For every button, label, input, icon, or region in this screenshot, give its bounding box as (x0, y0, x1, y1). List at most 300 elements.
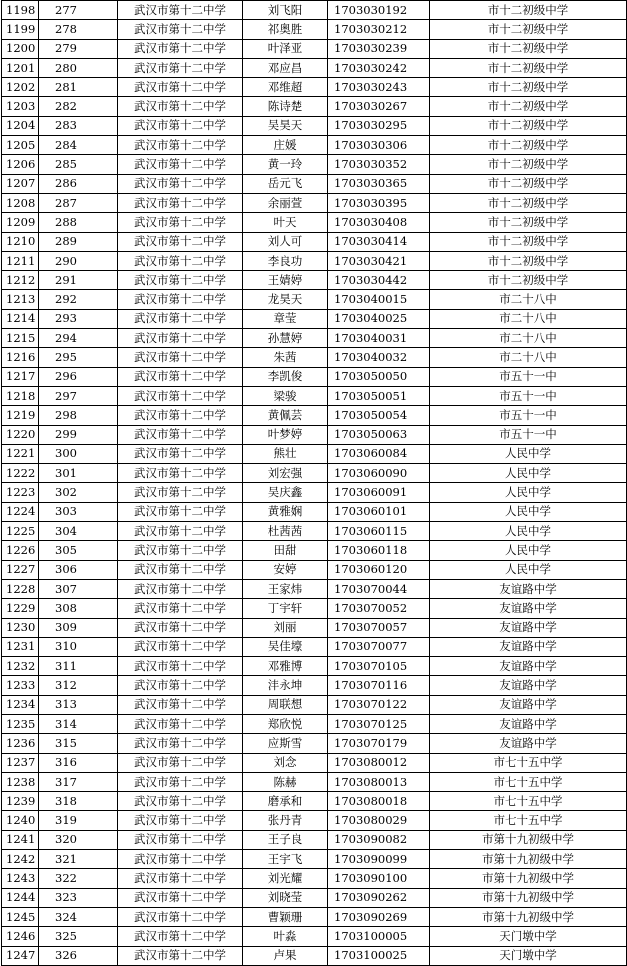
student-id-cell: 1703100005 (328, 927, 430, 946)
admitting-school-cell: 武汉市第十二中学 (118, 174, 243, 193)
origin-school-cell: 市十二初级中学 (430, 136, 627, 155)
admitting-school-cell: 武汉市第十二中学 (118, 348, 243, 367)
admitting-school-cell: 武汉市第十二中学 (118, 464, 243, 483)
origin-school-cell: 市二十八中 (430, 290, 627, 309)
serial-number-cell: 1244 (2, 888, 39, 907)
admitting-school-cell: 武汉市第十二中学 (118, 695, 243, 714)
serial-number-cell: 1222 (2, 464, 39, 483)
index-cell: 316 (39, 753, 118, 772)
origin-school-cell: 市十二初级中学 (430, 39, 627, 58)
index-cell: 297 (39, 386, 118, 405)
origin-school-cell: 市五十一中 (430, 425, 627, 444)
table-row (2, 58, 627, 77)
student-id-cell: 1703060084 (328, 444, 430, 463)
student-id-cell: 1703080012 (328, 753, 430, 772)
student-id-cell: 1703090082 (328, 830, 430, 849)
origin-school-cell: 市七十五中学 (430, 811, 627, 830)
table-row (2, 502, 627, 521)
serial-number-cell: 1205 (2, 136, 39, 155)
admitting-school-cell: 武汉市第十二中学 (118, 425, 243, 444)
serial-number-cell: 1213 (2, 290, 39, 309)
admitting-school-cell: 武汉市第十二中学 (118, 136, 243, 155)
table-row (2, 695, 627, 714)
index-cell: 305 (39, 541, 118, 560)
student-name-cell: 黄一玲 (243, 155, 328, 174)
student-name-cell: 叶淼 (243, 927, 328, 946)
index-cell: 306 (39, 560, 118, 579)
table-row (2, 657, 627, 676)
index-cell: 323 (39, 888, 118, 907)
admitting-school-cell: 武汉市第十二中学 (118, 657, 243, 676)
student-name-cell: 刘宏强 (243, 464, 328, 483)
origin-school-cell: 市第十九初级中学 (430, 830, 627, 849)
student-name-cell: 邓应昌 (243, 58, 328, 77)
origin-school-cell: 市十二初级中学 (430, 20, 627, 39)
student-id-cell: 1703090099 (328, 850, 430, 869)
index-cell: 307 (39, 579, 118, 598)
origin-school-cell: 友谊路中学 (430, 579, 627, 598)
serial-number-cell: 1243 (2, 869, 39, 888)
admitting-school-cell: 武汉市第十二中学 (118, 20, 243, 39)
admitting-school-cell: 武汉市第十二中学 (118, 946, 243, 965)
admitting-school-cell: 武汉市第十二中学 (118, 792, 243, 811)
index-cell: 280 (39, 58, 118, 77)
serial-number-cell: 1231 (2, 637, 39, 656)
index-cell: 310 (39, 637, 118, 656)
student-name-cell: 磨承和 (243, 792, 328, 811)
serial-number-cell: 1211 (2, 251, 39, 270)
table-row (2, 290, 627, 309)
table-row (2, 271, 627, 290)
table-row (2, 78, 627, 97)
table-row (2, 907, 627, 926)
origin-school-cell: 友谊路中学 (430, 657, 627, 676)
index-cell: 278 (39, 20, 118, 39)
origin-school-cell: 市七十五中学 (430, 792, 627, 811)
serial-number-cell: 1229 (2, 599, 39, 618)
admitting-school-cell: 武汉市第十二中学 (118, 406, 243, 425)
student-id-cell: 1703030192 (328, 1, 430, 20)
origin-school-cell: 人民中学 (430, 464, 627, 483)
origin-school-cell: 市七十五中学 (430, 753, 627, 772)
origin-school-cell: 市五十一中 (430, 406, 627, 425)
index-cell: 326 (39, 946, 118, 965)
origin-school-cell: 友谊路中学 (430, 637, 627, 656)
origin-school-cell: 人民中学 (430, 541, 627, 560)
student-name-cell: 刘念 (243, 753, 328, 772)
table-row (2, 560, 627, 579)
table-row (2, 213, 627, 232)
student-id-cell: 1703090100 (328, 869, 430, 888)
admitting-school-cell: 武汉市第十二中学 (118, 367, 243, 386)
student-name-cell: 李良功 (243, 251, 328, 270)
student-name-cell: 梁骏 (243, 386, 328, 405)
table-row (2, 155, 627, 174)
index-cell: 318 (39, 792, 118, 811)
index-cell: 315 (39, 734, 118, 753)
student-name-cell: 陈诗楚 (243, 97, 328, 116)
admitting-school-cell: 武汉市第十二中学 (118, 850, 243, 869)
serial-number-cell: 1210 (2, 232, 39, 251)
student-id-cell: 1703030243 (328, 78, 430, 97)
admitting-school-cell: 武汉市第十二中学 (118, 155, 243, 174)
student-name-cell: 王子良 (243, 830, 328, 849)
admitting-school-cell: 武汉市第十二中学 (118, 734, 243, 753)
index-cell: 317 (39, 772, 118, 791)
student-name-cell: 吴佳壕 (243, 637, 328, 656)
student-id-cell: 1703040031 (328, 329, 430, 348)
student-list-table (1, 0, 627, 966)
serial-number-cell: 1199 (2, 20, 39, 39)
admitting-school-cell: 武汉市第十二中学 (118, 907, 243, 926)
student-name-cell: 张丹青 (243, 811, 328, 830)
table-body (2, 1, 627, 966)
student-id-cell: 1703060091 (328, 483, 430, 502)
student-id-cell: 1703050051 (328, 386, 430, 405)
origin-school-cell: 市十二初级中学 (430, 271, 627, 290)
serial-number-cell: 1241 (2, 830, 39, 849)
table-row (2, 174, 627, 193)
serial-number-cell: 1198 (2, 1, 39, 20)
admitting-school-cell: 武汉市第十二中学 (118, 676, 243, 695)
serial-number-cell: 1216 (2, 348, 39, 367)
admitting-school-cell: 武汉市第十二中学 (118, 599, 243, 618)
serial-number-cell: 1234 (2, 695, 39, 714)
index-cell: 324 (39, 907, 118, 926)
index-cell: 286 (39, 174, 118, 193)
admitting-school-cell: 武汉市第十二中学 (118, 1, 243, 20)
serial-number-cell: 1236 (2, 734, 39, 753)
index-cell: 281 (39, 78, 118, 97)
origin-school-cell: 人民中学 (430, 502, 627, 521)
student-name-cell: 刘人可 (243, 232, 328, 251)
table-row (2, 329, 627, 348)
table-row (2, 251, 627, 270)
student-name-cell: 曹颖珊 (243, 907, 328, 926)
student-name-cell: 黄雅娴 (243, 502, 328, 521)
student-id-cell: 1703030395 (328, 193, 430, 212)
table-row (2, 676, 627, 695)
index-cell: 277 (39, 1, 118, 20)
index-cell: 303 (39, 502, 118, 521)
student-id-cell: 1703030408 (328, 213, 430, 232)
origin-school-cell: 人民中学 (430, 560, 627, 579)
table-row (2, 522, 627, 541)
table-row (2, 1, 627, 20)
table-row (2, 232, 627, 251)
serial-number-cell: 1207 (2, 174, 39, 193)
table-row (2, 116, 627, 135)
serial-number-cell: 1247 (2, 946, 39, 965)
student-name-cell: 余丽萱 (243, 193, 328, 212)
student-name-cell: 邓雅博 (243, 657, 328, 676)
origin-school-cell: 人民中学 (430, 522, 627, 541)
student-name-cell: 刘丽 (243, 618, 328, 637)
student-id-cell: 1703030212 (328, 20, 430, 39)
index-cell: 285 (39, 155, 118, 174)
serial-number-cell: 1214 (2, 309, 39, 328)
admitting-school-cell: 武汉市第十二中学 (118, 811, 243, 830)
serial-number-cell: 1224 (2, 502, 39, 521)
serial-number-cell: 1209 (2, 213, 39, 232)
serial-number-cell: 1233 (2, 676, 39, 695)
student-id-cell: 1703050050 (328, 367, 430, 386)
serial-number-cell: 1208 (2, 193, 39, 212)
index-cell: 284 (39, 136, 118, 155)
index-cell: 320 (39, 830, 118, 849)
origin-school-cell: 市十二初级中学 (430, 251, 627, 270)
origin-school-cell: 市第十九初级中学 (430, 850, 627, 869)
serial-number-cell: 1221 (2, 444, 39, 463)
student-name-cell: 龙昊天 (243, 290, 328, 309)
student-id-cell: 1703050054 (328, 406, 430, 425)
student-name-cell: 王宇飞 (243, 850, 328, 869)
table-row (2, 97, 627, 116)
table-row (2, 386, 627, 405)
student-id-cell: 1703030267 (328, 97, 430, 116)
index-cell: 325 (39, 927, 118, 946)
origin-school-cell: 市第十九初级中学 (430, 869, 627, 888)
student-name-cell: 周联想 (243, 695, 328, 714)
student-id-cell: 1703060115 (328, 522, 430, 541)
student-id-cell: 1703060120 (328, 560, 430, 579)
table-row (2, 348, 627, 367)
table-row (2, 367, 627, 386)
admitting-school-cell: 武汉市第十二中学 (118, 637, 243, 656)
index-cell: 304 (39, 522, 118, 541)
serial-number-cell: 1230 (2, 618, 39, 637)
index-cell: 298 (39, 406, 118, 425)
student-name-cell: 孙慧婷 (243, 329, 328, 348)
index-cell: 287 (39, 193, 118, 212)
table-row (2, 425, 627, 444)
table-row (2, 541, 627, 560)
index-cell: 312 (39, 676, 118, 695)
serial-number-cell: 1228 (2, 579, 39, 598)
table-row (2, 753, 627, 772)
origin-school-cell: 市十二初级中学 (430, 174, 627, 193)
origin-school-cell: 友谊路中学 (430, 695, 627, 714)
index-cell: 295 (39, 348, 118, 367)
table-row (2, 850, 627, 869)
serial-number-cell: 1218 (2, 386, 39, 405)
serial-number-cell: 1212 (2, 271, 39, 290)
table-row (2, 734, 627, 753)
student-id-cell: 1703070057 (328, 618, 430, 637)
origin-school-cell: 市二十八中 (430, 329, 627, 348)
student-name-cell: 吴庆鑫 (243, 483, 328, 502)
student-id-cell: 1703070179 (328, 734, 430, 753)
admitting-school-cell: 武汉市第十二中学 (118, 753, 243, 772)
serial-number-cell: 1206 (2, 155, 39, 174)
origin-school-cell: 市十二初级中学 (430, 1, 627, 20)
index-cell: 299 (39, 425, 118, 444)
index-cell: 288 (39, 213, 118, 232)
student-name-cell: 陈赫 (243, 772, 328, 791)
student-name-cell: 王婧婷 (243, 271, 328, 290)
student-name-cell: 田甜 (243, 541, 328, 560)
table-row (2, 309, 627, 328)
serial-number-cell: 1200 (2, 39, 39, 58)
student-id-cell: 1703070044 (328, 579, 430, 598)
admitting-school-cell: 武汉市第十二中学 (118, 560, 243, 579)
table-row (2, 444, 627, 463)
serial-number-cell: 1245 (2, 907, 39, 926)
serial-number-cell: 1242 (2, 850, 39, 869)
student-name-cell: 卢果 (243, 946, 328, 965)
origin-school-cell: 市十二初级中学 (430, 232, 627, 251)
origin-school-cell: 天门墩中学 (430, 927, 627, 946)
index-cell: 322 (39, 869, 118, 888)
table-row (2, 618, 627, 637)
student-id-cell: 1703080018 (328, 792, 430, 811)
table-row (2, 483, 627, 502)
admitting-school-cell: 武汉市第十二中学 (118, 541, 243, 560)
serial-number-cell: 1219 (2, 406, 39, 425)
origin-school-cell: 天门墩中学 (430, 946, 627, 965)
admitting-school-cell: 武汉市第十二中学 (118, 271, 243, 290)
admitting-school-cell: 武汉市第十二中学 (118, 58, 243, 77)
admitting-school-cell: 武汉市第十二中学 (118, 927, 243, 946)
table-row (2, 830, 627, 849)
index-cell: 301 (39, 464, 118, 483)
serial-number-cell: 1204 (2, 116, 39, 135)
serial-number-cell: 1235 (2, 714, 39, 733)
admitting-school-cell: 武汉市第十二中学 (118, 193, 243, 212)
student-id-cell: 1703030421 (328, 251, 430, 270)
student-id-cell: 1703080029 (328, 811, 430, 830)
admitting-school-cell: 武汉市第十二中学 (118, 714, 243, 733)
table-row (2, 927, 627, 946)
index-cell: 292 (39, 290, 118, 309)
student-id-cell: 1703070122 (328, 695, 430, 714)
origin-school-cell: 市二十八中 (430, 348, 627, 367)
origin-school-cell: 市十二初级中学 (430, 155, 627, 174)
admitting-school-cell: 武汉市第十二中学 (118, 772, 243, 791)
serial-number-cell: 1225 (2, 522, 39, 541)
origin-school-cell: 人民中学 (430, 444, 627, 463)
table-row (2, 136, 627, 155)
student-id-cell: 1703070125 (328, 714, 430, 733)
serial-number-cell: 1215 (2, 329, 39, 348)
admitting-school-cell: 武汉市第十二中学 (118, 97, 243, 116)
table-row (2, 39, 627, 58)
student-id-cell: 1703060101 (328, 502, 430, 521)
table-row (2, 637, 627, 656)
student-name-cell: 刘晓莹 (243, 888, 328, 907)
admitting-school-cell: 武汉市第十二中学 (118, 386, 243, 405)
student-id-cell: 1703030306 (328, 136, 430, 155)
serial-number-cell: 1246 (2, 927, 39, 946)
serial-number-cell: 1201 (2, 58, 39, 77)
table-row (2, 946, 627, 965)
student-id-cell: 1703030295 (328, 116, 430, 135)
table-row (2, 193, 627, 212)
student-name-cell: 刘飞阳 (243, 1, 328, 20)
origin-school-cell: 市十二初级中学 (430, 213, 627, 232)
admitting-school-cell: 武汉市第十二中学 (118, 116, 243, 135)
student-name-cell: 叶泽亚 (243, 39, 328, 58)
admitting-school-cell: 武汉市第十二中学 (118, 290, 243, 309)
origin-school-cell: 友谊路中学 (430, 618, 627, 637)
origin-school-cell: 友谊路中学 (430, 599, 627, 618)
student-name-cell: 叶梦婷 (243, 425, 328, 444)
table-row (2, 579, 627, 598)
origin-school-cell: 人民中学 (430, 483, 627, 502)
student-id-cell: 1703100025 (328, 946, 430, 965)
origin-school-cell: 市五十一中 (430, 386, 627, 405)
table-row (2, 406, 627, 425)
serial-number-cell: 1220 (2, 425, 39, 444)
admitting-school-cell: 武汉市第十二中学 (118, 213, 243, 232)
student-name-cell: 朱茜 (243, 348, 328, 367)
student-id-cell: 1703080013 (328, 772, 430, 791)
table-row (2, 792, 627, 811)
student-name-cell: 李凯俊 (243, 367, 328, 386)
index-cell: 296 (39, 367, 118, 386)
table-row (2, 869, 627, 888)
student-name-cell: 王家炜 (243, 579, 328, 598)
student-name-cell: 庄媛 (243, 136, 328, 155)
student-id-cell: 1703050063 (328, 425, 430, 444)
student-id-cell: 1703070116 (328, 676, 430, 695)
student-id-cell: 1703070077 (328, 637, 430, 656)
index-cell: 321 (39, 850, 118, 869)
student-name-cell: 熊壮 (243, 444, 328, 463)
origin-school-cell: 市十二初级中学 (430, 193, 627, 212)
student-name-cell: 黄佩芸 (243, 406, 328, 425)
student-id-cell: 1703030414 (328, 232, 430, 251)
admitting-school-cell: 武汉市第十二中学 (118, 483, 243, 502)
index-cell: 294 (39, 329, 118, 348)
index-cell: 291 (39, 271, 118, 290)
table-row (2, 888, 627, 907)
admitting-school-cell: 武汉市第十二中学 (118, 869, 243, 888)
serial-number-cell: 1238 (2, 772, 39, 791)
index-cell: 282 (39, 97, 118, 116)
serial-number-cell: 1203 (2, 97, 39, 116)
admitting-school-cell: 武汉市第十二中学 (118, 618, 243, 637)
index-cell: 293 (39, 309, 118, 328)
serial-number-cell: 1223 (2, 483, 39, 502)
admitting-school-cell: 武汉市第十二中学 (118, 251, 243, 270)
table-row (2, 599, 627, 618)
student-id-cell: 1703060118 (328, 541, 430, 560)
origin-school-cell: 友谊路中学 (430, 676, 627, 695)
serial-number-cell: 1232 (2, 657, 39, 676)
student-id-cell: 1703070105 (328, 657, 430, 676)
admitting-school-cell: 武汉市第十二中学 (118, 329, 243, 348)
student-id-cell: 1703030352 (328, 155, 430, 174)
table-row (2, 811, 627, 830)
serial-number-cell: 1202 (2, 78, 39, 97)
table-row (2, 464, 627, 483)
origin-school-cell: 友谊路中学 (430, 734, 627, 753)
student-name-cell: 郑欣悦 (243, 714, 328, 733)
index-cell: 308 (39, 599, 118, 618)
origin-school-cell: 市七十五中学 (430, 772, 627, 791)
admitting-school-cell: 武汉市第十二中学 (118, 502, 243, 521)
student-name-cell: 沣永坤 (243, 676, 328, 695)
index-cell: 319 (39, 811, 118, 830)
table-row (2, 772, 627, 791)
student-id-cell: 1703070052 (328, 599, 430, 618)
student-id-cell: 1703030365 (328, 174, 430, 193)
serial-number-cell: 1237 (2, 753, 39, 772)
student-name-cell: 安婷 (243, 560, 328, 579)
admitting-school-cell: 武汉市第十二中学 (118, 232, 243, 251)
origin-school-cell: 市第十九初级中学 (430, 888, 627, 907)
